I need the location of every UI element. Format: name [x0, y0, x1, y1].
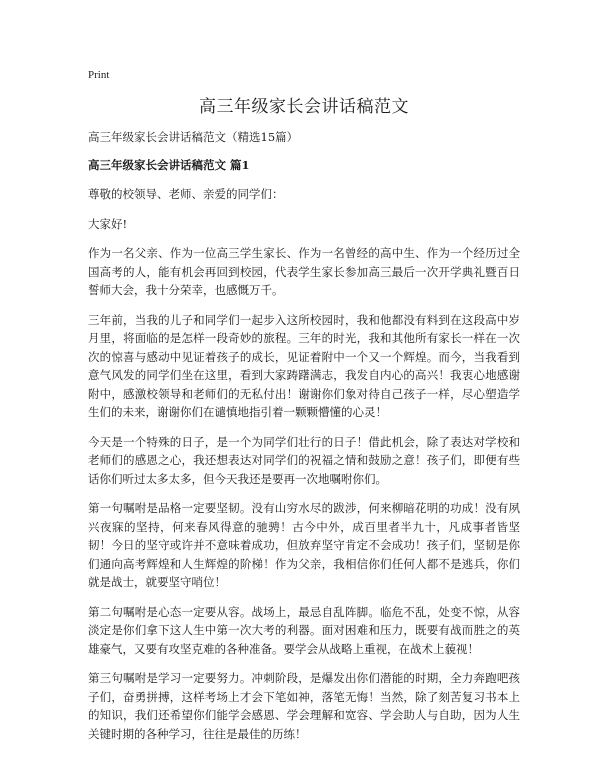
document-page — [88, 68, 520, 754]
body-paragraph: 第二句嘱咐是心态一定要从容。战场上，最忌自乱阵脚。临危不乱，处变不惊，从容淡定是你们拿下这人生中第一次大考的利器。面对困难和压力，既要有战而胜之的英雄豪气，又要有攻坚克难的各种准备。要学会从战略上重视，在战术上藐视！ — [88, 604, 520, 656]
body-paragraph: 第三句嘱咐是学习一定要努力。冲刺阶段，是爆发出你们潜能的时期，全力奔跑吧孩子们，奋勇拼搏，这样考场上才会下笔如神，落笔无悔！当然，除了刻苦复习书本上的知识，我们还希望你们能学会感恩、学会理解和宽容、学会助人与自助，因为人生关键时期的各种学习，往往是最佳的历练！ — [88, 671, 520, 741]
document-subtitle: 高三年级家长会讲话稿范文（精选15篇） — [88, 130, 299, 144]
greeting-paragraph: 大家好! — [88, 216, 128, 231]
body-paragraph: 三年前，当我的儿子和同学们一起步入这所校园时，我和他都没有料到在这段高中岁月里，将面临的是怎样一段奇妙的旅程。三年的时光，我和其他所有家长一样在一次次的惊喜与感动中见证着孩子的成长，见证着附中一个又一个辉煌。而今，当我看到意气风发的同学们坐在这里，看到大家踌躇满志，我发自内心的高兴！我衷心地感谢附中，感激校领导和老师们的无私付出！谢谢你们象对待自己孩子一样，尽心塑造学生们的未来，谢谢你们在谴慎地指引着一颗颗懵懂的心灵！ — [88, 312, 520, 419]
document-title: 高三年级家长会讲话稿范文 — [199, 97, 409, 117]
body-paragraph: 第一句嘱咐是品格一定要坚韧。没有山穷水尽的跋涉，何来柳暗花明的功成！没有夙兴夜寐的坚持，何来春风得意的驰骋！古今中外，成百里者半九十，凡成事者皆坚韧！今日的坚守或许并不意味着成功，但放弃坚守肯定不会成功！孩子们，坚韧是你们通向高考辉煌和人生辉煌的阶梯！作为父亲，我相信你们任何人都不是逃兵，你们就是战士，就要坚守哨位！ — [88, 501, 520, 589]
section-heading: 高三年级家长会讲话稿范文 篇1 — [88, 158, 250, 172]
body-paragraph: 今天是一个特殊的日子，是一个为同学们壮行的日子！借此机会，除了表达对学校和老师们的感恩之心，我还想表达对同学们的祝福之情和鼓励之意！孩子们，即便有些话你们听过太多太多，但今天我还是要再一次地嘱咐你们。 — [88, 434, 520, 486]
salutation-paragraph: 尊敬的校领导、老师、亲爱的同学们： — [88, 187, 284, 201]
body-paragraph: 作为一名父亲、作为一位高三学生家长、作为一名曾经的高中生、作为一个经历过全国高考的人，能有机会再回到校园，代表学生家长参加高三最后一次开学典礼暨百日誓师大会，我十分荣幸，也感慨万千。 — [88, 246, 520, 297]
print-label: Print — [88, 69, 110, 81]
